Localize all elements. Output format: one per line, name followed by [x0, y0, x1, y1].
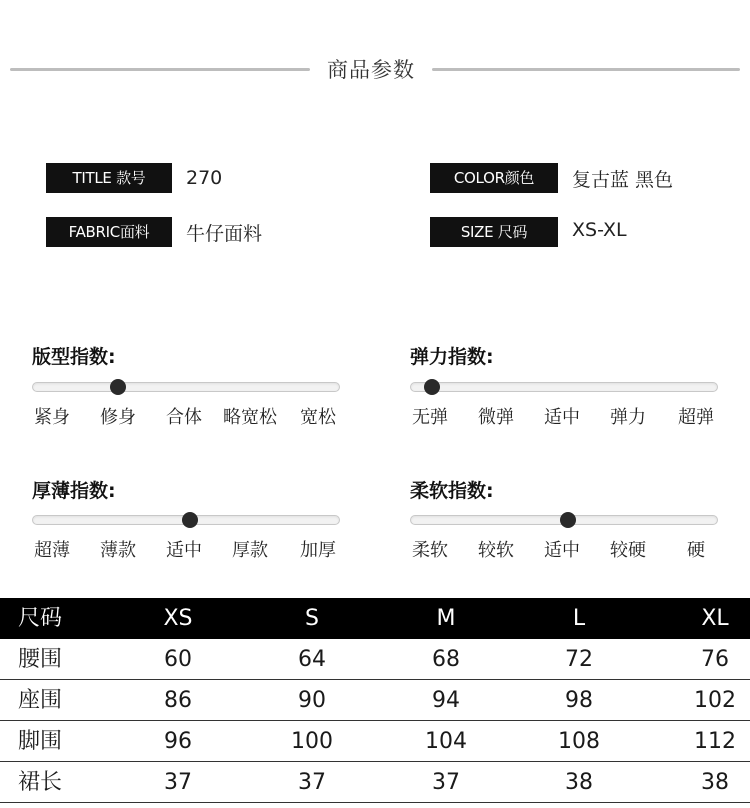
header-divider-right	[432, 68, 740, 71]
index-level-label: 厚款	[232, 540, 268, 561]
index-level-label: 微弹	[478, 407, 514, 428]
index-level-label: 柔软	[412, 540, 448, 561]
table-cell: 86	[164, 688, 192, 713]
table-cell: 裙长	[18, 770, 63, 795]
table-header-cell: XL	[701, 606, 729, 631]
index-level-label: 超弹	[678, 407, 714, 428]
table-cell: 38	[701, 770, 729, 795]
size-table	[0, 598, 750, 803]
fabric-tag: FABRIC面料	[46, 217, 172, 247]
table-cell: 68	[432, 647, 460, 672]
index-level-label: 适中	[544, 540, 580, 561]
index-level-label: 适中	[544, 407, 580, 428]
index-track	[32, 515, 340, 525]
title-tag: TITLE 款号	[46, 163, 172, 193]
color-value: 复古蓝 黑色	[572, 169, 674, 191]
table-cell: 94	[432, 688, 460, 713]
header-divider-left	[10, 68, 310, 71]
table-cell: 90	[298, 688, 326, 713]
table-cell: 60	[164, 647, 192, 672]
table-cell: 37	[298, 770, 326, 795]
index-level-label: 较硬	[610, 540, 646, 561]
index-marker	[110, 379, 126, 395]
index-marker	[560, 512, 576, 528]
index-level-label: 弹力	[610, 407, 646, 428]
table-cell: 座围	[18, 688, 63, 713]
index-level-label: 适中	[166, 540, 202, 561]
size-value: XS-XL	[572, 219, 627, 241]
index-level-label: 硬	[687, 540, 705, 561]
index-title: 厚薄指数:	[32, 480, 116, 502]
index-level-label: 合体	[166, 407, 202, 428]
table-header-cell: XS	[163, 606, 193, 631]
title-value: 270	[186, 167, 223, 189]
table-cell: 72	[565, 647, 593, 672]
index-level-label: 无弹	[412, 407, 448, 428]
table-header-cell: M	[436, 606, 456, 631]
table-cell: 脚围	[18, 729, 63, 754]
table-cell: 104	[425, 729, 467, 754]
index-marker	[424, 379, 440, 395]
fabric-value: 牛仔面料	[186, 223, 263, 245]
table-cell: 98	[565, 688, 593, 713]
index-level-label: 加厚	[300, 540, 336, 561]
color-tag: COLOR颜色	[430, 163, 558, 193]
table-row	[0, 721, 750, 762]
table-row	[0, 639, 750, 680]
table-row	[0, 680, 750, 721]
index-level-label: 较软	[478, 540, 514, 561]
index-level-label: 紧身	[34, 407, 70, 428]
table-cell: 112	[694, 729, 736, 754]
index-title: 弹力指数:	[410, 346, 494, 368]
table-cell: 38	[565, 770, 593, 795]
index-track	[32, 382, 340, 392]
table-cell: 100	[291, 729, 333, 754]
section-title: 商品参数	[327, 58, 415, 82]
table-cell: 108	[558, 729, 600, 754]
size-tag: SIZE 尺码	[430, 217, 558, 247]
table-cell: 腰围	[18, 647, 63, 672]
table-row	[0, 762, 750, 803]
table-header-cell: L	[572, 606, 586, 631]
index-level-label: 薄款	[100, 540, 136, 561]
table-cell: 64	[298, 647, 326, 672]
table-cell: 37	[432, 770, 460, 795]
table-cell: 102	[694, 688, 736, 713]
table-cell: 76	[701, 647, 729, 672]
index-level-label: 宽松	[300, 407, 336, 428]
table-header-row	[0, 598, 750, 639]
table-header-cell: S	[305, 606, 319, 631]
index-level-label: 超薄	[34, 540, 70, 561]
table-header-cell: 尺码	[18, 606, 63, 631]
index-level-label: 修身	[100, 407, 136, 428]
index-marker	[182, 512, 198, 528]
index-level-label: 略宽松	[223, 407, 277, 428]
index-title: 版型指数:	[32, 346, 116, 368]
index-title: 柔软指数:	[410, 480, 494, 502]
index-track	[410, 382, 718, 392]
table-cell: 37	[164, 770, 192, 795]
table-cell: 96	[164, 729, 192, 754]
index-track	[410, 515, 718, 525]
